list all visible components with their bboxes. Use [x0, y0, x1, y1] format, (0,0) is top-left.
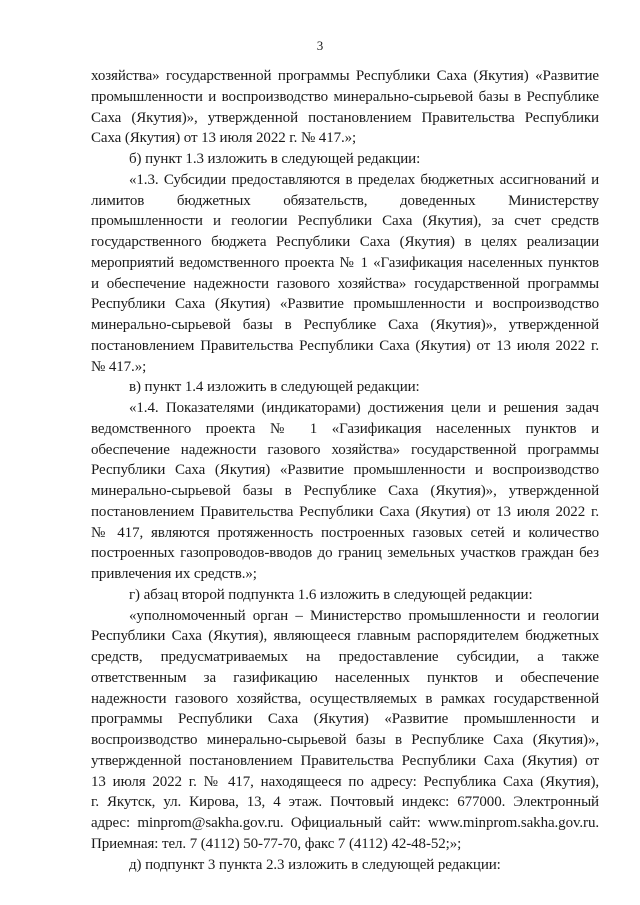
text-line: д) подпункт 3 пункта 2.3 изложить в следующей редакции:: [129, 856, 501, 873]
text-line: Приемная: тел. 7 (4112) 50-77-70, факс 7 (4112) 42-48-52;»;: [91, 835, 462, 852]
text-line: в) пункт 1.4 изложить в следующей редакции:: [129, 379, 420, 396]
text-line: б) пункт 1.3 изложить в следующей редакции:: [129, 151, 421, 167]
text-line: № 417, являются протяженность построенных газовых сетей и количество: [91, 524, 599, 541]
text-line: постановлением Правительства Республики Саха (Якутия) от 13 июля 2022 г.: [91, 503, 599, 520]
text-line: ответственным за газификацию населенных пунктов и обеспечение: [91, 669, 599, 686]
text-line: и обеспечение надежности газового хозяйства» государственной программы: [91, 275, 599, 292]
text-line: г) абзац второй подпункта 1.6 изложить в следующей редакции:: [129, 586, 533, 603]
text-line: промышленности и воспроизводство минерально-сырьевой базы в Республике: [91, 88, 599, 105]
text-line: промышленности и геологии Республики Саха (Якутия), за счет средств: [91, 213, 599, 230]
text-line: обеспечение надежности газового хозяйства» государственной программы: [91, 441, 599, 458]
text-line: Республики Саха (Якутия) «Развитие промышленности и воспроизводство: [91, 296, 599, 313]
text-line: Республики Саха (Якутия) «Развитие промышленности и воспроизводство: [91, 462, 599, 479]
text-line: воспроизводство минерально-сырьевой базы в Республике Саха (Якутия)»,: [91, 732, 599, 748]
text-line: Республики Саха (Якутия), являющееся главным распорядителем бюджетных: [91, 628, 599, 645]
document-body: [91, 66, 599, 875]
text-line: «уполномоченный орган – Министерство промышленности и геологии: [129, 607, 599, 624]
text-line: г. Якутск, ул. Кирова, 13, 4 этаж. Почтовый индекс: 677000. Электронный: [91, 794, 599, 811]
text-line: № 417.»;: [91, 358, 147, 375]
text-line: привлечения их средств.»;: [91, 566, 257, 582]
text-line: программы Республики Саха (Якутия) «Развитие промышленности и: [91, 711, 599, 728]
text-line: государственного бюджета Республики Саха (Якутия) в целях реализации: [91, 234, 599, 250]
page-number: 3: [316, 38, 324, 53]
text-line: 13 июля 2022 г. № 417, находящееся по адресу: Республика Саха (Якутия),: [91, 773, 599, 790]
text-line: хозяйства» государственной программы Республики Саха (Якутия) «Развитие: [91, 68, 599, 84]
text-line: утвержденной постановлением Правительства Республики Саха (Якутия) от: [91, 752, 599, 769]
text-line: Саха (Якутия)», утвержденной постановлением Правительства Республики: [91, 109, 599, 126]
text-line: построенных газопроводов-вводов до границ земельных участков граждан без: [91, 545, 599, 562]
text-line: ведомственного проекта № 1 «Газификация населенных пунктов и: [91, 420, 599, 437]
text-line: «1.4. Показателями (индикаторами) достижения цели и решения задач: [129, 400, 599, 416]
text-line: минерально-сырьевой базы в Республике Саха (Якутия)», утвержденной: [91, 483, 599, 499]
text-line: лимитов бюджетных обязательств, доведенных Министерству: [91, 192, 599, 209]
text-line: «1.3. Субсидии предоставляются в пределах бюджетных ассигнований и: [129, 171, 599, 188]
text-line: мероприятий ведомственного проекта № 1 «Газификация населенных пунктов: [91, 254, 599, 271]
text-line: постановлением Правительства Республики Саха (Якутия) от 13 июля 2022 г.: [91, 337, 599, 354]
text-line: средств, предусматриваемых на предоставление субсидии, а также: [91, 649, 599, 665]
text-line: адрес: minprom@sakha.gov.ru. Официальный сайт: www.minprom.sakha.gov.ru.: [91, 815, 599, 831]
text-line: Саха (Якутия) от 13 июля 2022 г. № 417.»;: [91, 130, 357, 147]
text-line: минерально-сырьевой базы в Республике Саха (Якутия)», утвержденной: [91, 317, 599, 333]
text-line: надежности газового хозяйства, осуществляемых в рамках государственной: [91, 690, 599, 707]
